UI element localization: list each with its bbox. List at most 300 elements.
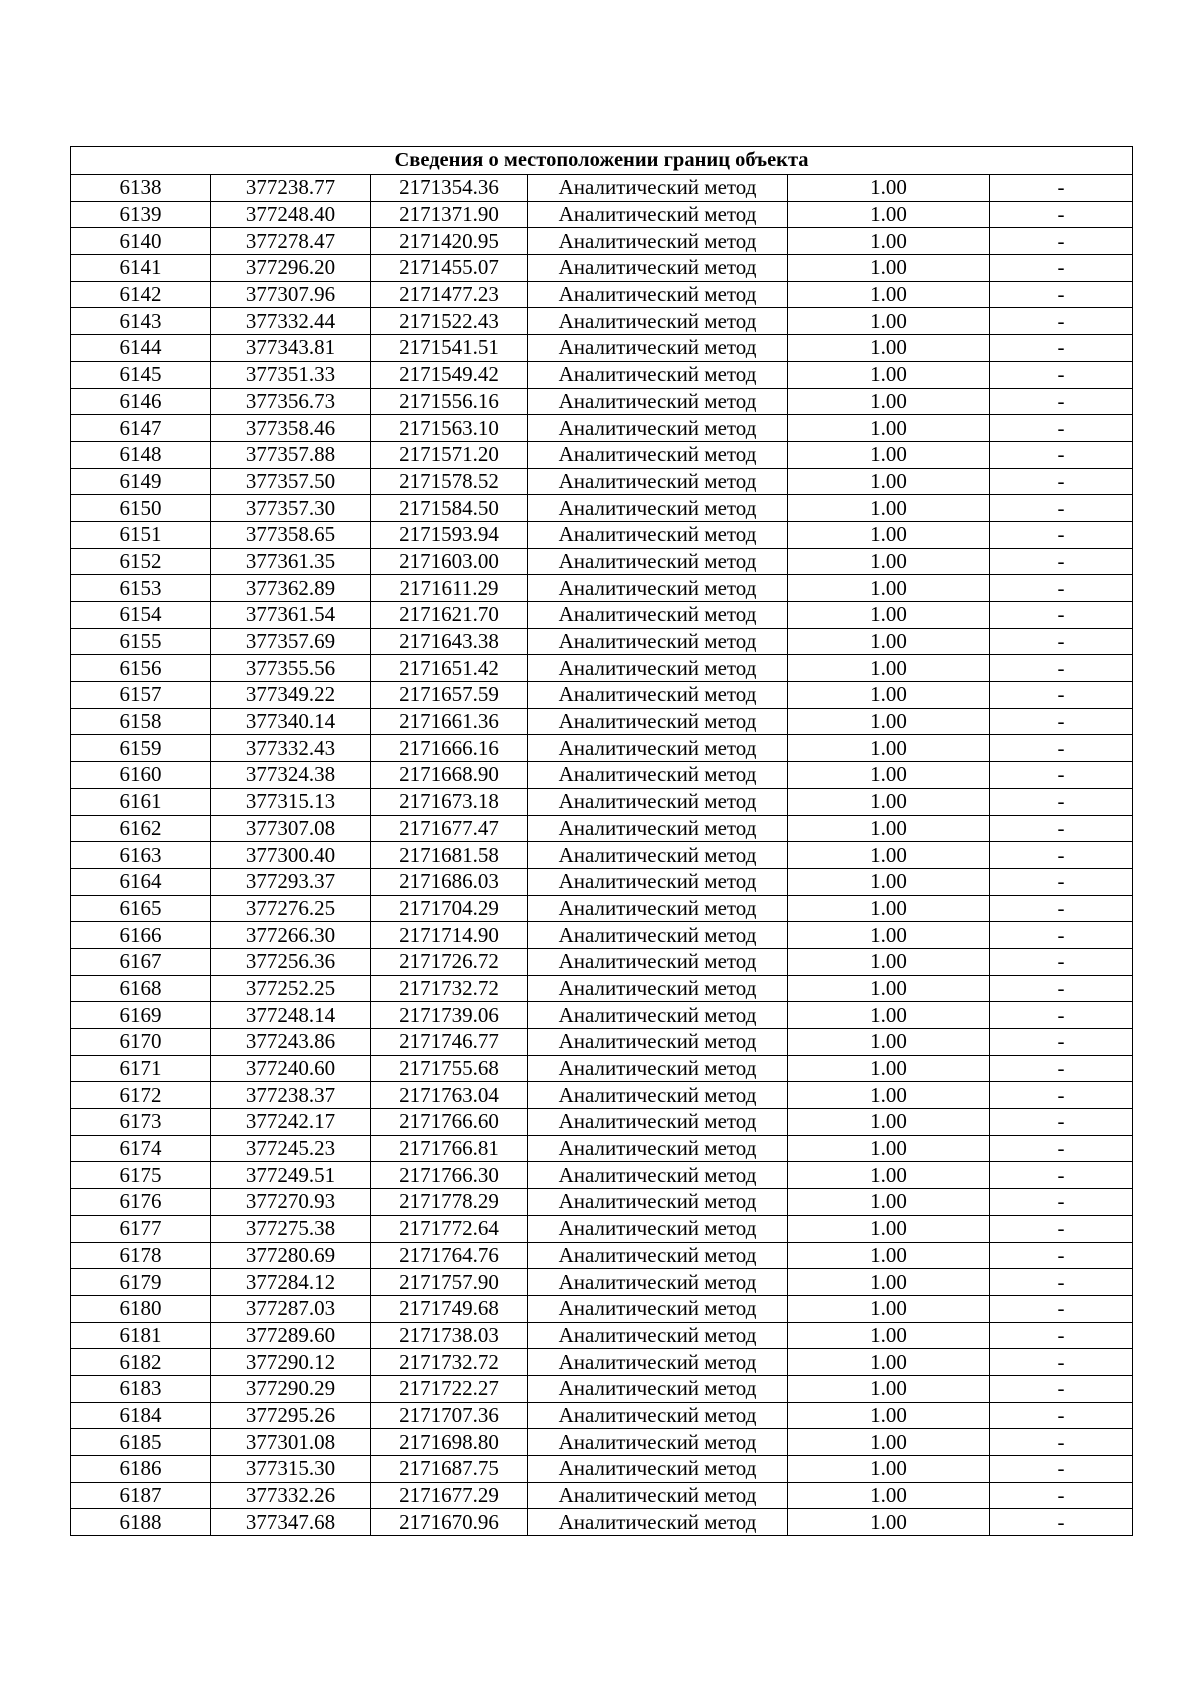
x-coordinate-cell: 377240.60	[211, 1055, 371, 1082]
y-coordinate-cell: 2171732.72	[371, 1349, 528, 1376]
table-row	[71, 308, 1133, 335]
point-number-cell: 6188	[71, 1509, 211, 1536]
method-cell: Аналитический метод	[528, 628, 788, 655]
point-number-cell: 6185	[71, 1429, 211, 1456]
y-coordinate-cell: 2171755.68	[371, 1055, 528, 1082]
description-cell: -	[990, 1002, 1133, 1029]
description-cell: -	[990, 975, 1133, 1002]
accuracy-cell: 1.00	[788, 201, 990, 228]
description-cell: -	[990, 1295, 1133, 1322]
method-cell: Аналитический метод	[528, 1109, 788, 1136]
y-coordinate-cell: 2171455.07	[371, 255, 528, 282]
x-coordinate-cell: 377290.29	[211, 1375, 371, 1402]
point-number-cell: 6179	[71, 1269, 211, 1296]
x-coordinate-cell: 377356.73	[211, 388, 371, 415]
accuracy-cell: 1.00	[788, 1482, 990, 1509]
point-number-cell: 6150	[71, 495, 211, 522]
accuracy-cell: 1.00	[788, 441, 990, 468]
y-coordinate-cell: 2171766.30	[371, 1162, 528, 1189]
description-cell: -	[990, 201, 1133, 228]
point-number-cell: 6144	[71, 335, 211, 362]
accuracy-cell: 1.00	[788, 922, 990, 949]
table-row	[71, 415, 1133, 442]
y-coordinate-cell: 2171549.42	[371, 361, 528, 388]
y-coordinate-cell: 2171766.81	[371, 1135, 528, 1162]
y-coordinate-cell: 2171746.77	[371, 1029, 528, 1056]
x-coordinate-cell: 377340.14	[211, 708, 371, 735]
description-cell: -	[990, 335, 1133, 362]
table-row	[71, 468, 1133, 495]
x-coordinate-cell: 377307.96	[211, 281, 371, 308]
point-number-cell: 6163	[71, 842, 211, 869]
description-cell: -	[990, 1375, 1133, 1402]
description-cell: -	[990, 1189, 1133, 1216]
x-coordinate-cell: 377362.89	[211, 575, 371, 602]
point-number-cell: 6156	[71, 655, 211, 682]
point-number-cell: 6187	[71, 1482, 211, 1509]
table-row	[71, 201, 1133, 228]
method-cell: Аналитический метод	[528, 1375, 788, 1402]
accuracy-cell: 1.00	[788, 1269, 990, 1296]
table-row	[71, 1189, 1133, 1216]
table-row	[71, 735, 1133, 762]
point-number-cell: 6178	[71, 1242, 211, 1269]
accuracy-cell: 1.00	[788, 521, 990, 548]
table-row	[71, 655, 1133, 682]
point-number-cell: 6186	[71, 1456, 211, 1483]
point-number-cell: 6159	[71, 735, 211, 762]
accuracy-cell: 1.00	[788, 602, 990, 629]
point-number-cell: 6170	[71, 1029, 211, 1056]
method-cell: Аналитический метод	[528, 1429, 788, 1456]
method-cell: Аналитический метод	[528, 868, 788, 895]
x-coordinate-cell: 377358.46	[211, 415, 371, 442]
accuracy-cell: 1.00	[788, 1029, 990, 1056]
point-number-cell: 6145	[71, 361, 211, 388]
point-number-cell: 6167	[71, 948, 211, 975]
y-coordinate-cell: 2171661.36	[371, 708, 528, 735]
description-cell: -	[990, 495, 1133, 522]
description-cell: -	[990, 1456, 1133, 1483]
y-coordinate-cell: 2171420.95	[371, 228, 528, 255]
x-coordinate-cell: 377238.77	[211, 175, 371, 202]
table-row	[71, 895, 1133, 922]
accuracy-cell: 1.00	[788, 1375, 990, 1402]
point-number-cell: 6158	[71, 708, 211, 735]
x-coordinate-cell: 377284.12	[211, 1269, 371, 1296]
y-coordinate-cell: 2171704.29	[371, 895, 528, 922]
y-coordinate-cell: 2171371.90	[371, 201, 528, 228]
accuracy-cell: 1.00	[788, 1429, 990, 1456]
description-cell: -	[990, 602, 1133, 629]
x-coordinate-cell: 377361.54	[211, 602, 371, 629]
method-cell: Аналитический метод	[528, 815, 788, 842]
description-cell: -	[990, 281, 1133, 308]
y-coordinate-cell: 2171739.06	[371, 1002, 528, 1029]
method-cell: Аналитический метод	[528, 255, 788, 282]
description-cell: -	[990, 1242, 1133, 1269]
x-coordinate-cell: 377248.40	[211, 201, 371, 228]
y-coordinate-cell: 2171563.10	[371, 415, 528, 442]
accuracy-cell: 1.00	[788, 281, 990, 308]
y-coordinate-cell: 2171477.23	[371, 281, 528, 308]
method-cell: Аналитический метод	[528, 922, 788, 949]
table-row	[71, 788, 1133, 815]
description-cell: -	[990, 762, 1133, 789]
table-row	[71, 1269, 1133, 1296]
y-coordinate-cell: 2171714.90	[371, 922, 528, 949]
x-coordinate-cell: 377332.43	[211, 735, 371, 762]
x-coordinate-cell: 377293.37	[211, 868, 371, 895]
table-row	[71, 335, 1133, 362]
method-cell: Аналитический метод	[528, 1135, 788, 1162]
x-coordinate-cell: 377307.08	[211, 815, 371, 842]
y-coordinate-cell: 2171772.64	[371, 1215, 528, 1242]
point-number-cell: 6175	[71, 1162, 211, 1189]
accuracy-cell: 1.00	[788, 575, 990, 602]
accuracy-cell: 1.00	[788, 868, 990, 895]
accuracy-cell: 1.00	[788, 948, 990, 975]
description-cell: -	[990, 1109, 1133, 1136]
method-cell: Аналитический метод	[528, 1482, 788, 1509]
x-coordinate-cell: 377295.26	[211, 1402, 371, 1429]
x-coordinate-cell: 377351.33	[211, 361, 371, 388]
description-cell: -	[990, 815, 1133, 842]
method-cell: Аналитический метод	[528, 975, 788, 1002]
x-coordinate-cell: 377357.50	[211, 468, 371, 495]
description-cell: -	[990, 415, 1133, 442]
table-row	[71, 602, 1133, 629]
table-row	[71, 1429, 1133, 1456]
y-coordinate-cell: 2171778.29	[371, 1189, 528, 1216]
y-coordinate-cell: 2171766.60	[371, 1109, 528, 1136]
method-cell: Аналитический метод	[528, 788, 788, 815]
accuracy-cell: 1.00	[788, 1509, 990, 1536]
table-row	[71, 975, 1133, 1002]
table-row	[71, 1162, 1133, 1189]
x-coordinate-cell: 377315.30	[211, 1456, 371, 1483]
point-number-cell: 6176	[71, 1189, 211, 1216]
description-cell: -	[990, 1482, 1133, 1509]
table-row	[71, 1509, 1133, 1536]
accuracy-cell: 1.00	[788, 1295, 990, 1322]
y-coordinate-cell: 2171757.90	[371, 1269, 528, 1296]
method-cell: Аналитический метод	[528, 468, 788, 495]
table-row	[71, 1322, 1133, 1349]
description-cell: -	[990, 388, 1133, 415]
description-cell: -	[990, 468, 1133, 495]
description-cell: -	[990, 1269, 1133, 1296]
method-cell: Аналитический метод	[528, 201, 788, 228]
method-cell: Аналитический метод	[528, 1002, 788, 1029]
point-number-cell: 6181	[71, 1322, 211, 1349]
point-number-cell: 6154	[71, 602, 211, 629]
table-row	[71, 1482, 1133, 1509]
table-row	[71, 495, 1133, 522]
description-cell: -	[990, 521, 1133, 548]
point-number-cell: 6177	[71, 1215, 211, 1242]
y-coordinate-cell: 2171764.76	[371, 1242, 528, 1269]
accuracy-cell: 1.00	[788, 762, 990, 789]
x-coordinate-cell: 377275.38	[211, 1215, 371, 1242]
table-row	[71, 708, 1133, 735]
boundary-table	[70, 146, 1133, 1536]
accuracy-cell: 1.00	[788, 628, 990, 655]
method-cell: Аналитический метод	[528, 361, 788, 388]
point-number-cell: 6138	[71, 175, 211, 202]
accuracy-cell: 1.00	[788, 495, 990, 522]
point-number-cell: 6166	[71, 922, 211, 949]
table-row	[71, 1002, 1133, 1029]
y-coordinate-cell: 2171556.16	[371, 388, 528, 415]
method-cell: Аналитический метод	[528, 1322, 788, 1349]
y-coordinate-cell: 2171677.47	[371, 815, 528, 842]
y-coordinate-cell: 2171584.50	[371, 495, 528, 522]
table-row	[71, 175, 1133, 202]
y-coordinate-cell: 2171578.52	[371, 468, 528, 495]
method-cell: Аналитический метод	[528, 228, 788, 255]
x-coordinate-cell: 377270.93	[211, 1189, 371, 1216]
accuracy-cell: 1.00	[788, 255, 990, 282]
method-cell: Аналитический метод	[528, 602, 788, 629]
accuracy-cell: 1.00	[788, 1456, 990, 1483]
y-coordinate-cell: 2171522.43	[371, 308, 528, 335]
accuracy-cell: 1.00	[788, 682, 990, 709]
point-number-cell: 6147	[71, 415, 211, 442]
method-cell: Аналитический метод	[528, 495, 788, 522]
point-number-cell: 6173	[71, 1109, 211, 1136]
table-row	[71, 682, 1133, 709]
y-coordinate-cell: 2171603.00	[371, 548, 528, 575]
y-coordinate-cell: 2171686.03	[371, 868, 528, 895]
x-coordinate-cell: 377347.68	[211, 1509, 371, 1536]
x-coordinate-cell: 377349.22	[211, 682, 371, 709]
description-cell: -	[990, 922, 1133, 949]
accuracy-cell: 1.00	[788, 655, 990, 682]
table-row	[71, 1242, 1133, 1269]
x-coordinate-cell: 377355.56	[211, 655, 371, 682]
description-cell: -	[990, 682, 1133, 709]
x-coordinate-cell: 377332.44	[211, 308, 371, 335]
accuracy-cell: 1.00	[788, 1322, 990, 1349]
method-cell: Аналитический метод	[528, 1269, 788, 1296]
table-row	[71, 281, 1133, 308]
y-coordinate-cell: 2171354.36	[371, 175, 528, 202]
method-cell: Аналитический метод	[528, 1082, 788, 1109]
y-coordinate-cell: 2171621.70	[371, 602, 528, 629]
description-cell: -	[990, 1162, 1133, 1189]
accuracy-cell: 1.00	[788, 1242, 990, 1269]
method-cell: Аналитический метод	[528, 735, 788, 762]
table-row	[71, 1215, 1133, 1242]
table-row	[71, 575, 1133, 602]
description-cell: -	[990, 575, 1133, 602]
point-number-cell: 6169	[71, 1002, 211, 1029]
method-cell: Аналитический метод	[528, 388, 788, 415]
table-row	[71, 548, 1133, 575]
x-coordinate-cell: 377248.14	[211, 1002, 371, 1029]
table-title-row	[71, 147, 1133, 175]
point-number-cell: 6180	[71, 1295, 211, 1322]
method-cell: Аналитический метод	[528, 1215, 788, 1242]
table-row	[71, 441, 1133, 468]
accuracy-cell: 1.00	[788, 1082, 990, 1109]
point-number-cell: 6168	[71, 975, 211, 1002]
accuracy-cell: 1.00	[788, 415, 990, 442]
table-row	[71, 1349, 1133, 1376]
table-row	[71, 1135, 1133, 1162]
description-cell: -	[990, 842, 1133, 869]
accuracy-cell: 1.00	[788, 842, 990, 869]
accuracy-cell: 1.00	[788, 308, 990, 335]
x-coordinate-cell: 377315.13	[211, 788, 371, 815]
x-coordinate-cell: 377242.17	[211, 1109, 371, 1136]
point-number-cell: 6152	[71, 548, 211, 575]
point-number-cell: 6164	[71, 868, 211, 895]
point-number-cell: 6140	[71, 228, 211, 255]
y-coordinate-cell: 2171707.36	[371, 1402, 528, 1429]
accuracy-cell: 1.00	[788, 1349, 990, 1376]
accuracy-cell: 1.00	[788, 468, 990, 495]
x-coordinate-cell: 377238.37	[211, 1082, 371, 1109]
table-row	[71, 255, 1133, 282]
y-coordinate-cell: 2171749.68	[371, 1295, 528, 1322]
point-number-cell: 6153	[71, 575, 211, 602]
accuracy-cell: 1.00	[788, 1189, 990, 1216]
method-cell: Аналитический метод	[528, 682, 788, 709]
accuracy-cell: 1.00	[788, 228, 990, 255]
method-cell: Аналитический метод	[528, 1456, 788, 1483]
x-coordinate-cell: 377332.26	[211, 1482, 371, 1509]
description-cell: -	[990, 868, 1133, 895]
x-coordinate-cell: 377300.40	[211, 842, 371, 869]
point-number-cell: 6183	[71, 1375, 211, 1402]
point-number-cell: 6162	[71, 815, 211, 842]
point-number-cell: 6151	[71, 521, 211, 548]
point-number-cell: 6148	[71, 441, 211, 468]
description-cell: -	[990, 228, 1133, 255]
description-cell: -	[990, 628, 1133, 655]
accuracy-cell: 1.00	[788, 735, 990, 762]
x-coordinate-cell: 377357.30	[211, 495, 371, 522]
table-row	[71, 1402, 1133, 1429]
table-row	[71, 948, 1133, 975]
y-coordinate-cell: 2171670.96	[371, 1509, 528, 1536]
table-row	[71, 1055, 1133, 1082]
description-cell: -	[990, 1509, 1133, 1536]
method-cell: Аналитический метод	[528, 521, 788, 548]
table-row	[71, 1456, 1133, 1483]
x-coordinate-cell: 377301.08	[211, 1429, 371, 1456]
accuracy-cell: 1.00	[788, 788, 990, 815]
description-cell: -	[990, 788, 1133, 815]
y-coordinate-cell: 2171611.29	[371, 575, 528, 602]
x-coordinate-cell: 377249.51	[211, 1162, 371, 1189]
point-number-cell: 6171	[71, 1055, 211, 1082]
method-cell: Аналитический метод	[528, 895, 788, 922]
y-coordinate-cell: 2171726.72	[371, 948, 528, 975]
y-coordinate-cell: 2171668.90	[371, 762, 528, 789]
y-coordinate-cell: 2171732.72	[371, 975, 528, 1002]
accuracy-cell: 1.00	[788, 548, 990, 575]
method-cell: Аналитический метод	[528, 708, 788, 735]
table-row	[71, 922, 1133, 949]
method-cell: Аналитический метод	[528, 948, 788, 975]
point-number-cell: 6155	[71, 628, 211, 655]
accuracy-cell: 1.00	[788, 1215, 990, 1242]
method-cell: Аналитический метод	[528, 655, 788, 682]
x-coordinate-cell: 377278.47	[211, 228, 371, 255]
description-cell: -	[990, 1029, 1133, 1056]
y-coordinate-cell: 2171666.16	[371, 735, 528, 762]
x-coordinate-cell: 377243.86	[211, 1029, 371, 1056]
x-coordinate-cell: 377343.81	[211, 335, 371, 362]
table-row	[71, 628, 1133, 655]
point-number-cell: 6139	[71, 201, 211, 228]
point-number-cell: 6143	[71, 308, 211, 335]
y-coordinate-cell: 2171722.27	[371, 1375, 528, 1402]
y-coordinate-cell: 2171657.59	[371, 682, 528, 709]
accuracy-cell: 1.00	[788, 815, 990, 842]
table-row	[71, 1082, 1133, 1109]
x-coordinate-cell: 377357.88	[211, 441, 371, 468]
accuracy-cell: 1.00	[788, 1002, 990, 1029]
description-cell: -	[990, 1055, 1133, 1082]
accuracy-cell: 1.00	[788, 361, 990, 388]
description-cell: -	[990, 1322, 1133, 1349]
method-cell: Аналитический метод	[528, 281, 788, 308]
accuracy-cell: 1.00	[788, 335, 990, 362]
table-row	[71, 228, 1133, 255]
description-cell: -	[990, 1215, 1133, 1242]
x-coordinate-cell: 377266.30	[211, 922, 371, 949]
table-row	[71, 388, 1133, 415]
accuracy-cell: 1.00	[788, 1402, 990, 1429]
x-coordinate-cell: 377287.03	[211, 1295, 371, 1322]
method-cell: Аналитический метод	[528, 1349, 788, 1376]
y-coordinate-cell: 2171687.75	[371, 1456, 528, 1483]
method-cell: Аналитический метод	[528, 441, 788, 468]
x-coordinate-cell: 377361.35	[211, 548, 371, 575]
point-number-cell: 6172	[71, 1082, 211, 1109]
point-number-cell: 6142	[71, 281, 211, 308]
x-coordinate-cell: 377358.65	[211, 521, 371, 548]
y-coordinate-cell: 2171738.03	[371, 1322, 528, 1349]
document-page	[70, 146, 1132, 1536]
y-coordinate-cell: 2171763.04	[371, 1082, 528, 1109]
y-coordinate-cell: 2171541.51	[371, 335, 528, 362]
method-cell: Аналитический метод	[528, 1295, 788, 1322]
table-body	[71, 175, 1133, 1536]
method-cell: Аналитический метод	[528, 1162, 788, 1189]
table-row	[71, 521, 1133, 548]
point-number-cell: 6146	[71, 388, 211, 415]
description-cell: -	[990, 441, 1133, 468]
x-coordinate-cell: 377252.25	[211, 975, 371, 1002]
point-number-cell: 6165	[71, 895, 211, 922]
description-cell: -	[990, 308, 1133, 335]
point-number-cell: 6184	[71, 1402, 211, 1429]
method-cell: Аналитический метод	[528, 1055, 788, 1082]
method-cell: Аналитический метод	[528, 1509, 788, 1536]
y-coordinate-cell: 2171698.80	[371, 1429, 528, 1456]
x-coordinate-cell: 377357.69	[211, 628, 371, 655]
point-number-cell: 6182	[71, 1349, 211, 1376]
method-cell: Аналитический метод	[528, 842, 788, 869]
x-coordinate-cell: 377280.69	[211, 1242, 371, 1269]
x-coordinate-cell: 377296.20	[211, 255, 371, 282]
accuracy-cell: 1.00	[788, 1055, 990, 1082]
